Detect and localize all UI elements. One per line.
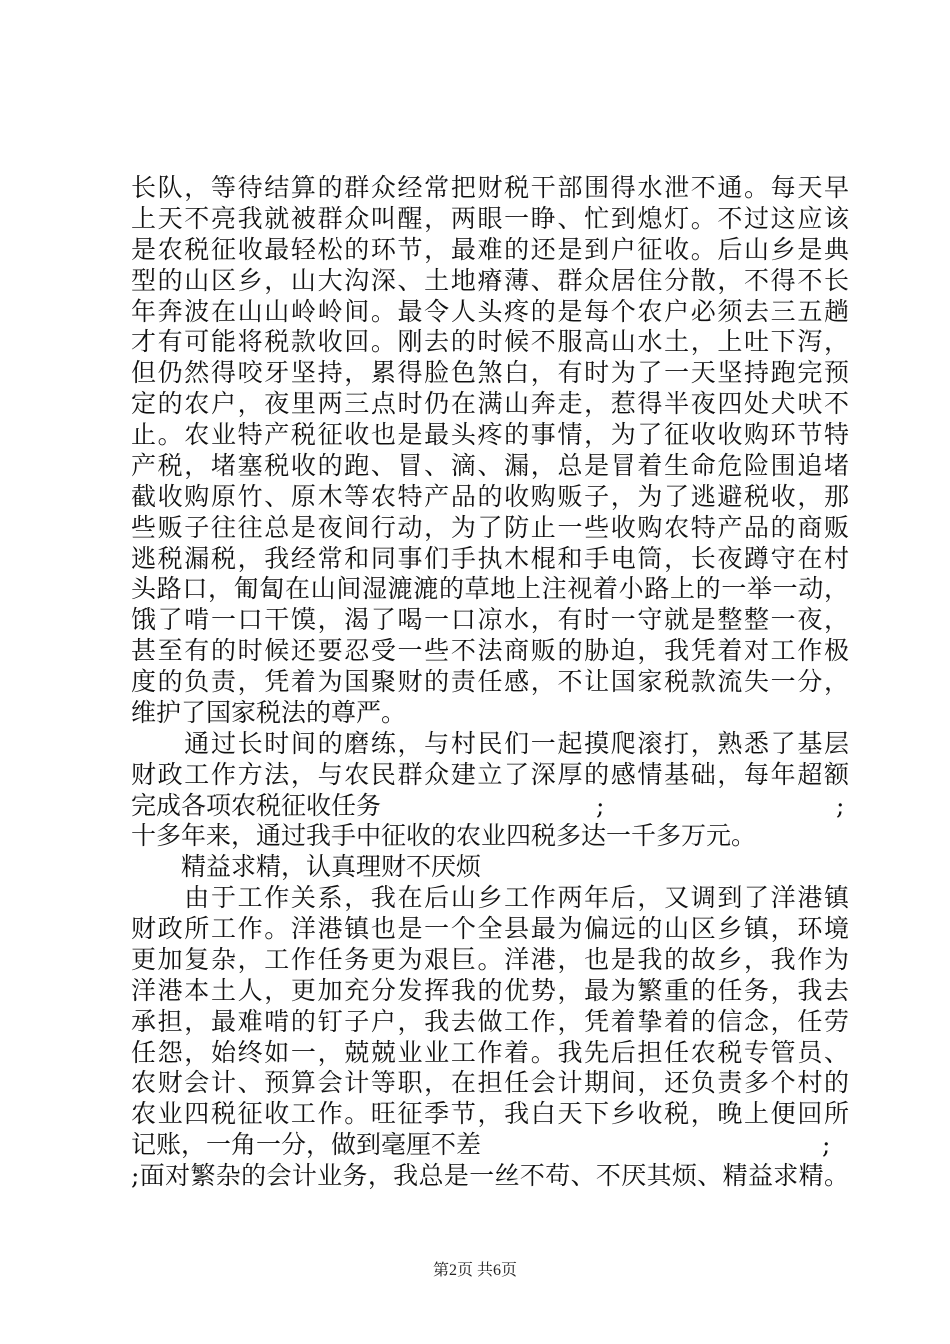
stray-semicolon: ;: [836, 791, 845, 820]
body-line: 甚至有的时候还要忍受一些不法商贩的胁迫，我凭着对工作极: [131, 636, 849, 665]
body-line: 长队，等待结算的群众经常把财税干部围得水泄不通。每天早: [131, 173, 849, 202]
stray-semicolon: ;: [822, 1130, 831, 1159]
body-line: 定的农户，夜里两三点时仍在满山奔走，惹得半夜四处犬吠不: [131, 389, 849, 418]
body-line: 承担，最难啃的钉子户，我去做工作，凭着挚着的信念，任劳: [131, 1007, 849, 1036]
stray-semicolon: ;: [596, 791, 605, 820]
body-line: 产税，堵塞税收的跑、冒、滴、漏，总是冒着生命危险围追堵: [131, 451, 849, 480]
body-line: 完成各项农税征收任务: [131, 791, 382, 820]
body-line: 年奔波在山山岭岭间。最令人头疼的是每个农户必须去三五趟: [131, 297, 849, 326]
body-line: 是农税征收最轻松的环节，最难的还是到户征收。后山乡是典: [131, 235, 849, 264]
body-line: 逃税漏税，我经常和同事们手执木棍和手电筒，长夜蹲守在村: [131, 544, 849, 573]
body-line: 型的山区乡，山大沟深、土地瘠薄、群众居住分散，不得不长: [131, 266, 849, 295]
paragraph-start-line: 由于工作关系，我在后山乡工作两年后，又调到了洋港镇: [131, 883, 849, 912]
body-line: 度的负责，凭着为国聚财的责任感，不让国家税款流失一分，: [131, 667, 849, 696]
section-heading: 精益求精，认真理财不厌烦: [131, 852, 482, 881]
body-line: 任怨，始终如一，兢兢业业工作着。我先后担任农税专管员、: [131, 1038, 849, 1067]
body-line: 财政工作方法，与农民群众建立了深厚的感情基础，每年超额: [131, 760, 849, 789]
body-line: 截收购原竹、原木等农特产品的收购贩子，为了逃避税收，那: [131, 482, 849, 511]
body-line: 止。农业特产税征收也是最头疼的事情，为了征收收购环节特: [131, 420, 849, 449]
body-line: 财政所工作。洋港镇也是一个全县最为偏远的山区乡镇，环境: [131, 914, 849, 943]
body-line: 但仍然得咬牙坚持，累得脸色煞白，有时为了一天坚持跑完预: [131, 358, 849, 387]
body-line: 头路口，匍匐在山间湿漉漉的草地上注视着小路上的一举一动，: [131, 574, 849, 603]
paragraph-start-line: 通过长时间的磨练，与村民们一起摸爬滚打，熟悉了基层: [131, 729, 849, 758]
body-line: 洋港本土人，更加充分发挥我的优势，最为繁重的任务，我去: [131, 976, 849, 1005]
body-line: 农财会计、预算会计等职，在担任会计期间，还负责多个村的: [131, 1068, 849, 1097]
body-line: 饿了啃一口干馍，渴了喝一口凉水，有时一守就是整整一夜，: [131, 605, 849, 634]
body-line: 才有可能将税款收回。刚去的时候不服高山水土，上吐下泻，: [131, 327, 849, 356]
body-line: 些贩子往往总是夜间行动，为了防止一些收购农特产品的商贩: [131, 513, 849, 542]
body-line: 维护了国家税法的尊严。: [131, 698, 407, 727]
body-line: 十多年来，通过我手中征收的农业四税多达一千多万元。: [131, 821, 757, 850]
body-line: 更加复杂，工作任务更为艰巨。洋港，也是我的故乡，我作为: [131, 945, 849, 974]
body-line: ;面对繁杂的会计业务，我总是一丝不苟、不厌其烦、精益求精。: [131, 1161, 849, 1190]
page-number-footer: 第2页 共6页: [432, 1262, 517, 1279]
body-line: 记账，一角一分，做到毫厘不差: [131, 1130, 482, 1159]
body-line: 农业四税征收工作。旺征季节，我白天下乡收税，晚上便回所: [131, 1099, 849, 1128]
body-line: 上天不亮我就被群众叫醒，两眼一睁、忙到熄灯。不过这应该: [131, 204, 849, 233]
